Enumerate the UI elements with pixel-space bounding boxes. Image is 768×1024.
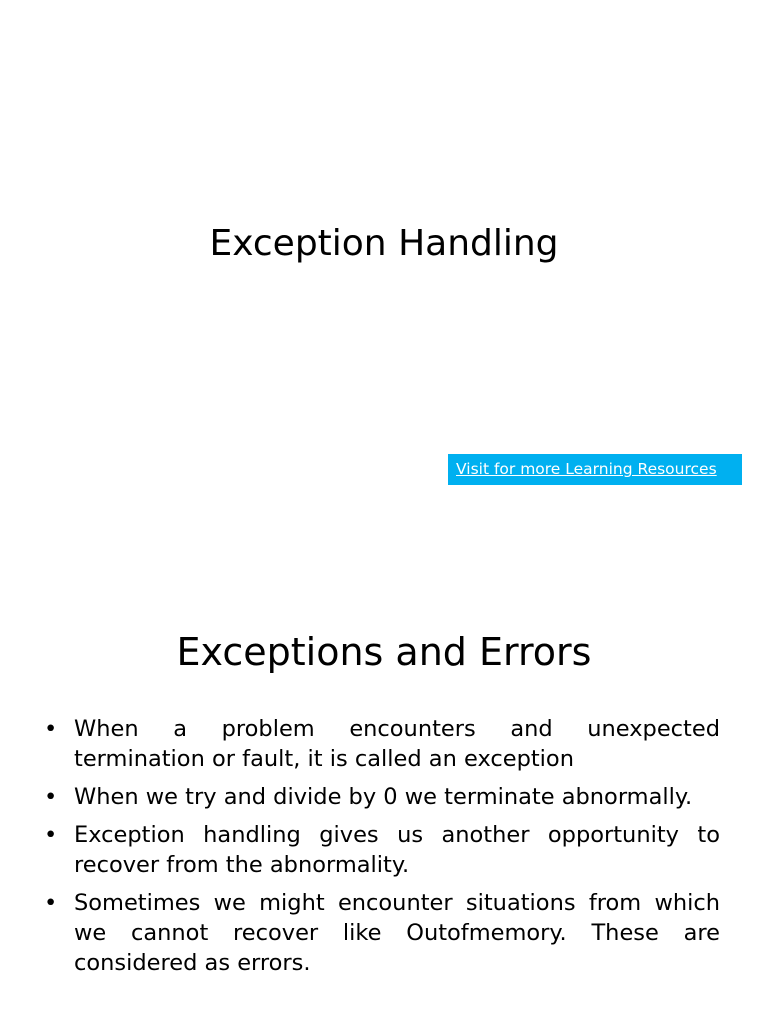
bullet-icon: •: [44, 716, 58, 742]
bullet-text: When a problem encounters and unexpected termination or fault, it is called an exception: [74, 716, 720, 772]
bullet-icon: •: [44, 822, 58, 848]
slide-2: [0, 576, 768, 1024]
list-item: [44, 782, 720, 812]
list-item: [44, 714, 720, 774]
bullet-icon: •: [44, 890, 58, 916]
bullet-list: [44, 714, 720, 986]
bullet-icon: •: [44, 784, 58, 810]
list-item: [44, 820, 720, 880]
bullet-text: Exception handling gives us another opportunity to recover from the abnormality.: [74, 822, 720, 878]
learning-resources-banner: [448, 454, 742, 485]
bullet-text: Sometimes we might encounter situations from which we cannot recover like Outofmemory. These are considered as errors.: [74, 890, 720, 976]
learning-resources-link[interactable]: Visit for more Learning Resources: [456, 460, 717, 478]
list-item: [44, 888, 720, 978]
bullet-text: When we try and divide by 0 we terminate abnormally.: [74, 784, 693, 810]
slide-title: Exception Handling: [209, 223, 559, 264]
slide-title: Exceptions and Errors: [176, 630, 592, 674]
